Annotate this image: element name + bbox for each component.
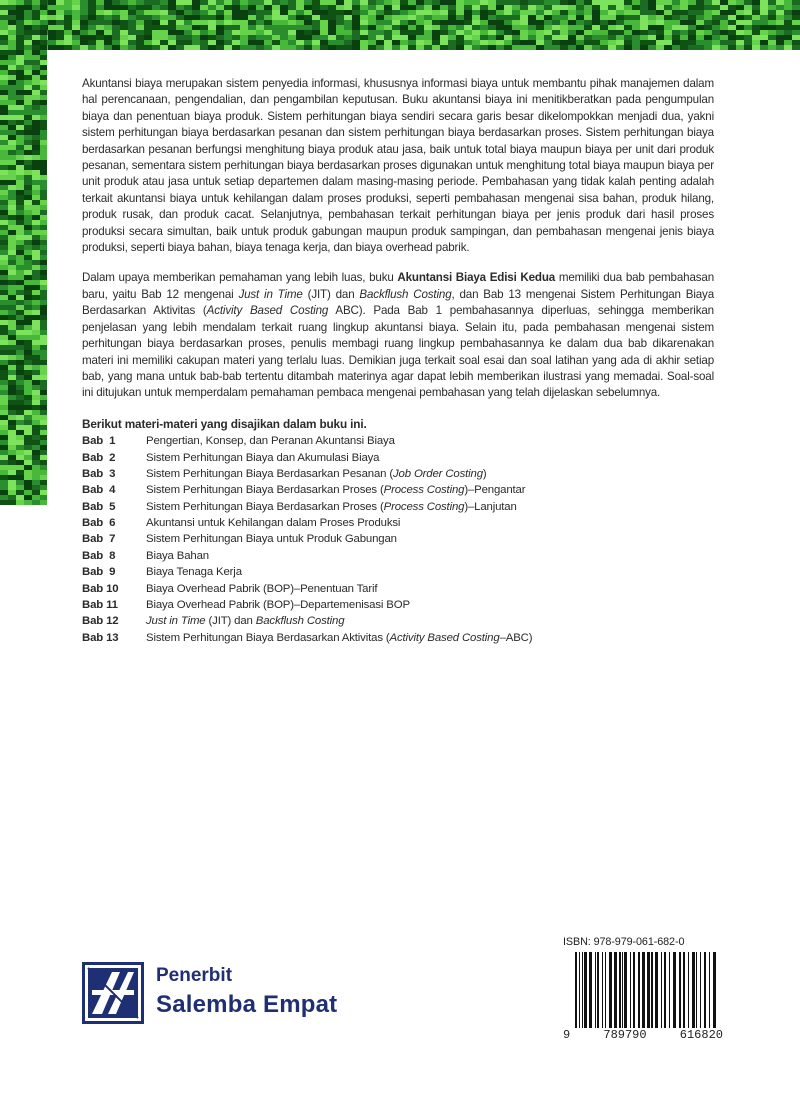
chapter-label: Bab 3 [82, 467, 116, 480]
book-title: Akuntansi Biaya Edisi Kedua [397, 271, 556, 285]
chapter-label: Bab 5 [82, 500, 116, 513]
chapters-heading: Berikut materi-materi yang disajikan dalam buku ini. [82, 416, 367, 431]
chapter-label: Bab 11 [82, 599, 118, 612]
chapter-label: Bab 9 [82, 566, 116, 579]
chapter-item [82, 466, 714, 482]
chapter-label: Bab 2 [82, 451, 116, 464]
barcode-digit-group: 616820 [679, 1028, 723, 1042]
chapter-list [82, 433, 714, 646]
chapter-label: Bab 12 [82, 615, 119, 628]
chapter-item [82, 630, 714, 646]
chapter-title: Biaya Overhead Pabrik (BOP)–Penentuan Tarif [146, 582, 378, 595]
chapter-title: Sistem Perhitungan Biaya dan Akumulasi Biaya [146, 451, 380, 464]
barcode-digit-group: 789790 [603, 1028, 647, 1042]
isbn-number: ISBN: 978-979-061-682-0 [563, 936, 685, 948]
chapter-item [82, 515, 714, 531]
chapter-title: Sistem Perhitungan Biaya untuk Produk Gabungan [146, 533, 397, 546]
green-pattern-top [0, 0, 800, 50]
chapter-title: Sistem Perhitungan Biaya Berdasarkan Proses (Process Costing)–Pengantar [146, 484, 526, 497]
salemba-empat-logo-icon [82, 962, 144, 1024]
chapter-label: Bab 10 [82, 582, 119, 595]
chapter-item [82, 450, 714, 466]
publisher-logo [82, 962, 400, 1024]
chapter-title: Sistem Perhitungan Biaya Berdasarkan Aktivitas (Activity Based Costing–ABC) [146, 631, 533, 644]
publisher-label: Penerbit [156, 965, 233, 986]
chapter-title: Akuntansi untuk Kehilangan dalam Proses Produksi [146, 517, 401, 530]
chapter-title: Just in Time (JIT) dan Backflush Costing [146, 615, 345, 628]
barcode-block [563, 936, 723, 1048]
barcode-digits [563, 1028, 723, 1042]
chapter-label: Bab 1 [82, 435, 116, 448]
chapter-item [82, 433, 714, 449]
paragraph-1: Akuntansi biaya merupakan sistem penyedia informasi, khususnya informasi biaya untuk membantu pihak manajemen dalam hal perencanaan, pengendalian, dan pengambilan keputusan. Buku akuntansi biaya ini menitikberatkan pada pengumpulan biaya dan penentuan biaya produk. Sistem perhitungan biaya sendiri secara garis besar dikelompokkan menjadi dua, yakni sistem perhitungan biaya berdasarkan pesanan dan sistem perhitungan biaya berdasarkan proses. Sistem perhitungan biaya berdasarkan pesanan berfungsi menghitung biaya produk atau jasa, baik untuk total biaya maupun biaya per unit dari produk pesanan, sementara sistem perhitungan biaya berdasarkan proses digunakan untuk menghitung total biaya maupun biaya per unit produk atau jasa untuk setiap departemen dalam masing-masing periode. Pembahasan yang tidak kalah penting adalah terkait akuntansi biaya untuk kehilangan dalam proses produksi, seperti pembahasan mengenai sisa bahan, produk hilang, produk rusak, dan produk cacat. Selanjutnya, pembahasan terkait perhitungan biaya per jenis produk dari hasil proses produksi secara simultan, baik untuk produk gabungan maupun produk sampingan, dan pembahasan mengenai jenis biaya produksi, seperti biaya bahan, biaya tenaga kerja, dan biaya overhead pabrik. [82, 77, 714, 255]
chapter-item [82, 564, 714, 580]
chapter-item [82, 548, 714, 564]
chapter-item [82, 597, 714, 613]
chapter-label: Bab 8 [82, 549, 116, 562]
barcode-icon [571, 952, 721, 1028]
chapter-item [82, 531, 714, 547]
barcode-digit-group: 9 [563, 1028, 571, 1042]
publisher-name: Salemba Empat [156, 991, 338, 1018]
chapter-label: Bab 7 [82, 533, 116, 546]
chapter-title: Sistem Perhitungan Biaya Berdasarkan Proses (Process Costing)–Lanjutan [146, 500, 517, 513]
chapter-title: Biaya Tenaga Kerja [146, 566, 242, 579]
chapter-item [82, 482, 714, 498]
chapter-title: Sistem Perhitungan Biaya Berdasarkan Pesanan (Job Order Costing) [146, 467, 487, 480]
green-pattern-left [0, 0, 47, 505]
chapter-label: Bab 13 [82, 631, 119, 644]
chapter-label: Bab 6 [82, 517, 116, 530]
back-cover-text [82, 76, 714, 646]
chapter-title: Pengertian, Konsep, dan Peranan Akuntansi Biaya [146, 435, 395, 448]
chapter-title: Biaya Bahan [146, 549, 209, 562]
paragraph-2: Dalam upaya memberikan pemahaman yang lebih luas, buku Akuntansi Biaya Edisi Kedua memiliki dua bab pembahasan baru, yaitu Bab 12 mengenai Just in Time (JIT) dan Backflush Costing, dan Bab 13 mengenai Sistem Perhitungan Biaya Berdasarkan Aktivitas (Activity Based Costing ABC). Pada Bab 1 pembahasannya diperluas, sehingga memberikan penjelasan yang lebih mendalam terkait ruang lingkup akuntansi biaya. Selain itu, pada pembahasan mengenai sistem perhitungan biaya berdasarkan proses, penulis membagi ruang lingkup pembahasannya ke dalam dua bab dikarenakan materi ini memiliki cakupan materi yang terlalu luas. Demikian juga terkait soal esai dan soal latihan yang ada di akhir setiap bab, yang mana untuk bab-bab tertentu ditambah materinya agar dapat lebih memberikan ilustrasi yang memadai. Soal-soal ini ditujukan untuk memperdalam pemahaman pembaca mengenai pembahasan yang telah dijelaskan sebelumnya. [82, 271, 714, 400]
chapter-item [82, 581, 714, 597]
chapter-item [82, 613, 714, 629]
chapter-title: Biaya Overhead Pabrik (BOP)–Departemenisasi BOP [146, 599, 410, 612]
chapter-label: Bab 4 [82, 484, 116, 497]
chapter-item [82, 499, 714, 515]
